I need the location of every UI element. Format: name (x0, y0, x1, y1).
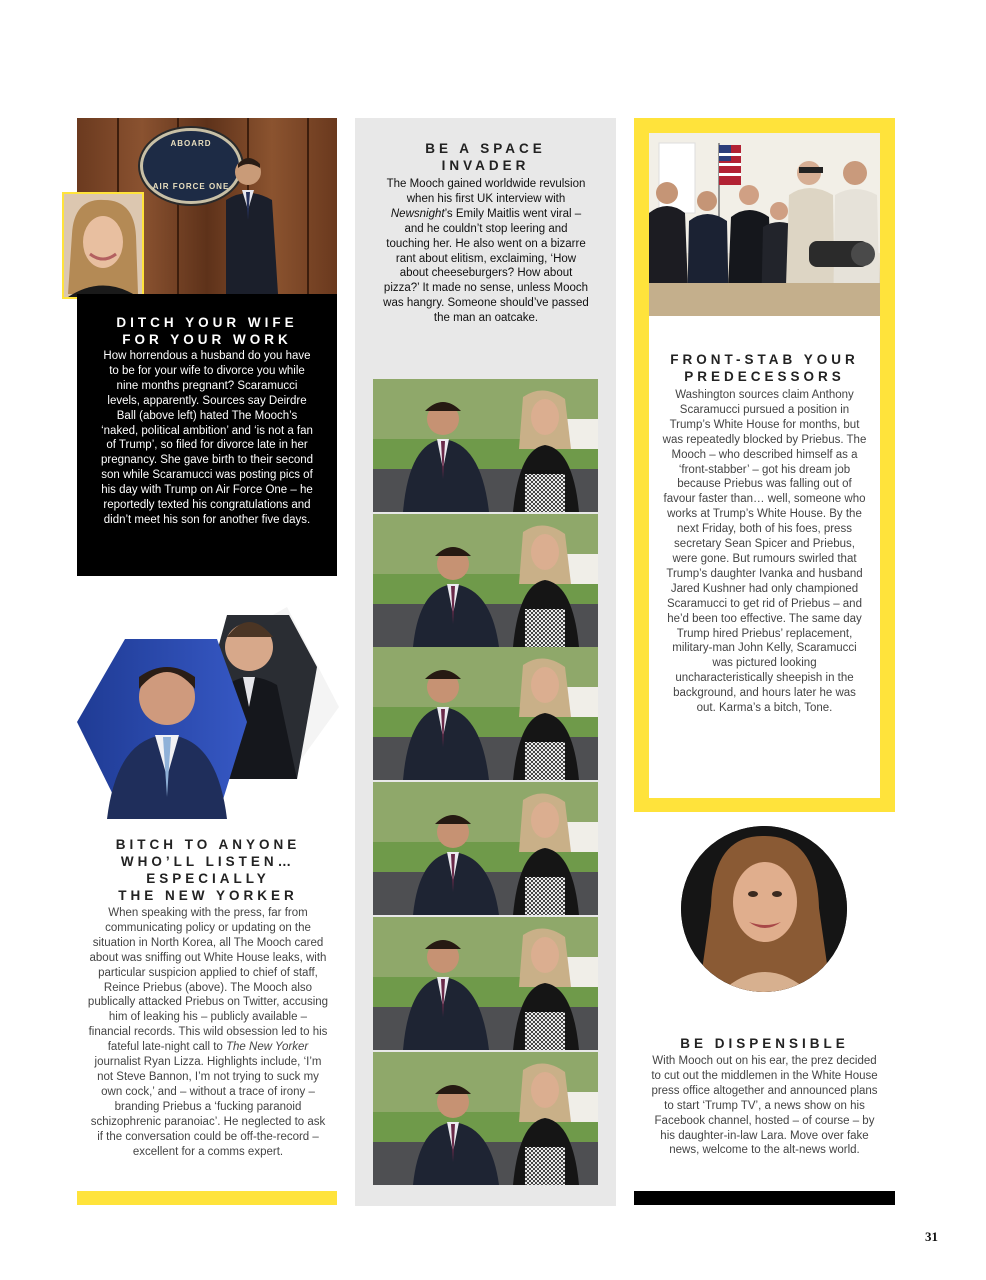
body-part: When speaking with the press, far from communicating policy or updating on the situation in North Korea, all The Mooch cared about was sniffing out White House leaks, with particular suspicion applied to chief of staff, Reince Priebus (above). The Mooch also publically attacked Priebus on Twitter, accusing him of leaking his – publicly available – financial records. This wild obsession led to his fateful late-night call to (87, 907, 329, 1054)
interview-frame (373, 647, 598, 780)
body-ditch-your-wife: How horrendous a husband do you have to be for your wife to divorce you while nine months pregnant? Scaramucci levels, apparently. Sources say Deirdre Ball (above left) hated The Mooch’s ‘naked, political ambition’ and ‘is not a fan of Trump’, so filed for divorce late in her pregnancy. She gave birth to their second son while Scaramucci was posting pics of his day with Trump on Air Force One – he reportedly texted his congratulations and didn’t meet his son for another five days. (100, 350, 314, 526)
heading-line: ESPECIALLY (146, 871, 270, 886)
publication-name: The New Yorker (226, 1041, 309, 1054)
interview-frame (373, 379, 598, 512)
body-be-dispensible: With Mooch out on his ear, the prez decided to cut out the middlemen in the White House press office altogether and announced plans to start ‘Trump TV’, a news show on his Facebook channel, hosted – of course – by his daughter-in-law Lara. Move over fake news, welcome to the alt-news world. (651, 1055, 878, 1157)
yellow-footer-bar (77, 1191, 337, 1205)
heading-line: BITCH TO ANYONE (115, 837, 301, 852)
heading-line: WHO’LL LISTEN… (120, 854, 296, 869)
heading-space-invader (355, 140, 616, 174)
programme-name: Newsnight (390, 207, 445, 220)
black-footer-bar (634, 1191, 895, 1205)
heading-line: INVADER (441, 158, 530, 173)
heading-line: BE A SPACE (425, 141, 546, 156)
heading-line: FRONT-STAB YOUR (670, 352, 859, 367)
body-bitch-to-anyone (87, 906, 329, 1159)
seal-text-bottom: AIR FORCE ONE (152, 182, 230, 191)
heading-ditch-your-wife (77, 314, 337, 348)
body-part: ’s Emily Maitlis went viral – and he couldn’t stop leering and touching her. He also went on a bizarre rant about elitism, exclaiming, ‘How about cheeseburgers? How about pizza?’ It made no sense, unless Mooch was hangry. Someone should’ve passed the man an oatcake. (383, 207, 589, 325)
interview-frame (373, 514, 598, 647)
interview-frame (373, 917, 598, 1050)
interview-frame (373, 1052, 598, 1185)
press-scrum-photo (649, 133, 880, 316)
scaramucci-figure (226, 150, 306, 294)
heading-front-stab (649, 351, 880, 385)
body-part: journalist Ryan Lizza. Highlights include, ‘I’m not Steve Bannon, I’m not trying to suck my own cock,’ and – without a trace of irony – branding Priebus a ‘fucking paranoid schizophrenic paranoiac’. He neglected to ask if the conversation could be off-the-record – excellent for a comms expert. (90, 1056, 326, 1158)
heading-line: DITCH YOUR WIFE (116, 315, 298, 330)
priebus-hexagon-photos (77, 607, 339, 819)
heading-line: FOR YOUR WORK (122, 332, 292, 347)
heading-line: BE DISPENSIBLE (680, 1036, 849, 1051)
heading-line: THE NEW YORKER (118, 888, 298, 903)
page-number: 31 (925, 1229, 938, 1244)
heading-be-dispensible (634, 1035, 895, 1052)
body-part: The Mooch gained worldwide revulsion when his first UK interview with (386, 178, 586, 205)
heading-bitch-to-anyone (77, 836, 339, 904)
seal-text-top: ABOARD (170, 139, 212, 148)
body-front-stab: Washington sources claim Anthony Scaramucci pursued a position in Trump’s White House for months, but was repeatedly blocked by Priebus. The Mooch – who described himself as a ‘front-stabber’ – got his dream job because Priebus was falling out of favour faster than… well, someone who works at Trump’s White House. By the next Friday, both of his foes, press secretary Sean Spicer and Priebus, were gone. But rumours swirled that Trump’s daughter Ivanka and husband Jared Kushner had only championed Scaramucci to get rid of Priebus – and he’d been too effective. The same day Trump hired Priebus’ replacement, military-man John Kelly, Scaramucci was pictured looking uncharacteristically sheepish in the background, and hours later he was out. Karma’s a bitch, Tone. (662, 389, 867, 715)
heading-line: PREDECESSORS (684, 369, 845, 384)
deirdre-ball-photo (62, 192, 144, 299)
interview-frame (373, 782, 598, 915)
body-space-invader (382, 177, 590, 326)
lara-trump-photo (681, 826, 847, 992)
ditch-your-wife-panel (77, 294, 337, 576)
